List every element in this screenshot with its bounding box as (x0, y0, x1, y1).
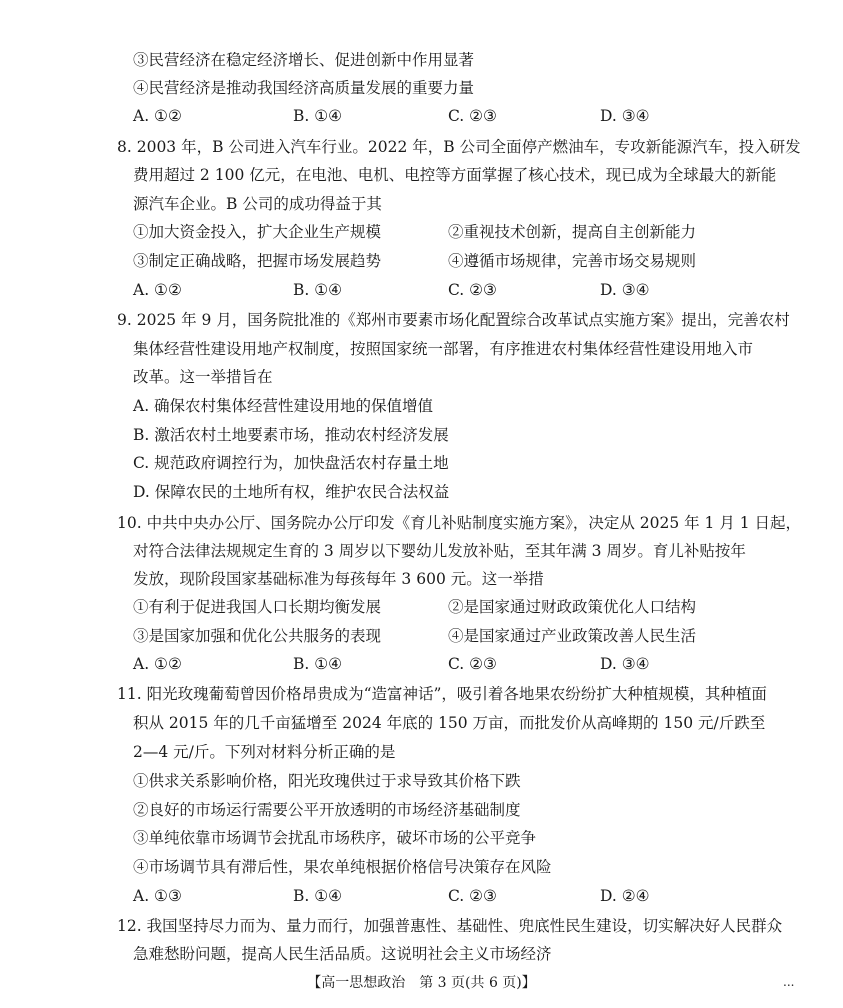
q11-choice-b: B. ①④ (293, 887, 343, 905)
q9-option-b: B. 激活农村土地要素市场，推动农村经济发展 (133, 426, 449, 444)
q8-choice-c: C. ②③ (448, 281, 497, 299)
footer-mark: ... (783, 975, 795, 989)
q7-choice-b: B. ①④ (293, 107, 343, 125)
q10-stem-line-2: 对符合法律法规规定生育的 3 周岁以下婴幼儿发放补贴，至其年满 3 周岁。育儿补贴按年 (133, 542, 746, 560)
q12-stem-line-2: 急难愁盼问题，提高人民生活品质。这说明社会主义市场经济 (133, 945, 552, 963)
page-footer: 【高一思想政治 第 3 页(共 6 页)】 (307, 975, 536, 991)
q11-stem-line-1: 11. 阳光玫瑰葡萄曾因价格昂贵成为“造富神话”，吸引着各地果农纷纷扩大种植规模，其种植面 (117, 685, 767, 703)
q7-choice-d: D. ③④ (600, 107, 650, 125)
q11-choice-c: C. ②③ (448, 887, 497, 905)
q7-item-3: ③民营经济在稳定经济增长、促进创新中作用显著 (133, 51, 475, 69)
q11-item-3: ③单纯依靠市场调节会扰乱市场秩序，破坏市场的公平竞争 (133, 829, 537, 847)
q10-item-1: ①有利于促进我国人口长期均衡发展 (133, 598, 382, 616)
q8-item-4: ④遵循市场规律，完善市场交易规则 (448, 252, 697, 270)
q10-item-4: ④是国家通过产业政策改善人民生活 (448, 627, 697, 645)
q11-choice-a: A. ①③ (133, 887, 182, 905)
q8-item-3: ③制定正确战略，把握市场发展趋势 (133, 252, 382, 270)
q11-item-2: ②良好的市场运行需要公平开放透明的市场经济基础制度 (133, 801, 521, 819)
q9-option-c: C. 规范政府调控行为，加快盘活农村存量土地 (133, 454, 449, 472)
q10-choice-a: A. ①② (133, 655, 182, 673)
q8-stem-line-2: 费用超过 2 100 亿元，在电池、电机、电控等方面掌握了核心技术，现已成为全球最大的新能 (133, 166, 777, 184)
q9-option-a: A. 确保农村集体经营性建设用地的保值增值 (133, 397, 434, 415)
q12-stem-line-1: 12. 我国坚持尽力而为、量力而行，加强普惠性、基础性、兜底性民生建设，切实解决好人民群众 (117, 917, 783, 935)
q9-stem-line-2: 集体经营性建设用地产权制度，按照国家统一部署，有序推进农村集体经营性建设用地入市 (133, 340, 754, 358)
q8-choice-b: B. ①④ (293, 281, 343, 299)
q7-choice-c: C. ②③ (448, 107, 497, 125)
q10-stem-line-1: 10. 中共中央办公厅、国务院办公厅印发《育儿补贴制度实施方案》，决定从 2025 年 1 月 1 日起， (117, 514, 802, 532)
q11-stem-line-2: 积从 2015 年的几千亩猛增至 2024 年底的 150 万亩，而批发价从高峰期的 150 元/斤跌至 (133, 714, 766, 732)
q10-item-2: ②是国家通过财政政策优化人口结构 (448, 598, 697, 616)
q10-choice-c: C. ②③ (448, 655, 497, 673)
q9-stem-line-1: 9. 2025 年 9 月，国务院批准的《郑州市要素市场化配置综合改革试点实施方案》提出，完善农村 (117, 311, 790, 329)
q8-item-1: ①加大资金投入，扩大企业生产规模 (133, 223, 382, 241)
q11-item-1: ①供求关系影响价格，阳光玫瑰供过于求导致其价格下跌 (133, 772, 521, 790)
q10-stem-line-3: 发放，现阶段国家基础标准为每孩每年 3 600 元。这一举措 (133, 570, 544, 588)
q9-stem-line-3: 改革。这一举措旨在 (133, 368, 273, 386)
q7-choice-a: A. ①② (133, 107, 182, 125)
q11-choice-d: D. ②④ (600, 887, 650, 905)
q8-stem-line-3: 源汽车企业。B 公司的成功得益于其 (133, 195, 382, 213)
q8-item-2: ②重视技术创新，提高自主创新能力 (448, 223, 697, 241)
q11-item-4: ④市场调节具有滞后性，果农单纯根据价格信号决策存在风险 (133, 858, 552, 876)
q10-item-3: ③是国家加强和优化公共服务的表现 (133, 627, 382, 645)
q8-stem-line-1: 8. 2003 年，B 公司进入汽车行业。2022 年，B 公司全面停产燃油车，专攻新能源汽车，投入研发 (117, 138, 801, 156)
q9-option-d: D. 保障农民的土地所有权，维护农民合法权益 (133, 483, 450, 501)
q8-choice-d: D. ③④ (600, 281, 650, 299)
q8-choice-a: A. ①② (133, 281, 182, 299)
q7-item-4: ④民营经济是推动我国经济高质量发展的重要力量 (133, 79, 475, 97)
q11-stem-line-3: 2—4 元/斤。下列对材料分析正确的是 (133, 743, 396, 761)
q10-choice-b: B. ①④ (293, 655, 343, 673)
q10-choice-d: D. ③④ (600, 655, 650, 673)
